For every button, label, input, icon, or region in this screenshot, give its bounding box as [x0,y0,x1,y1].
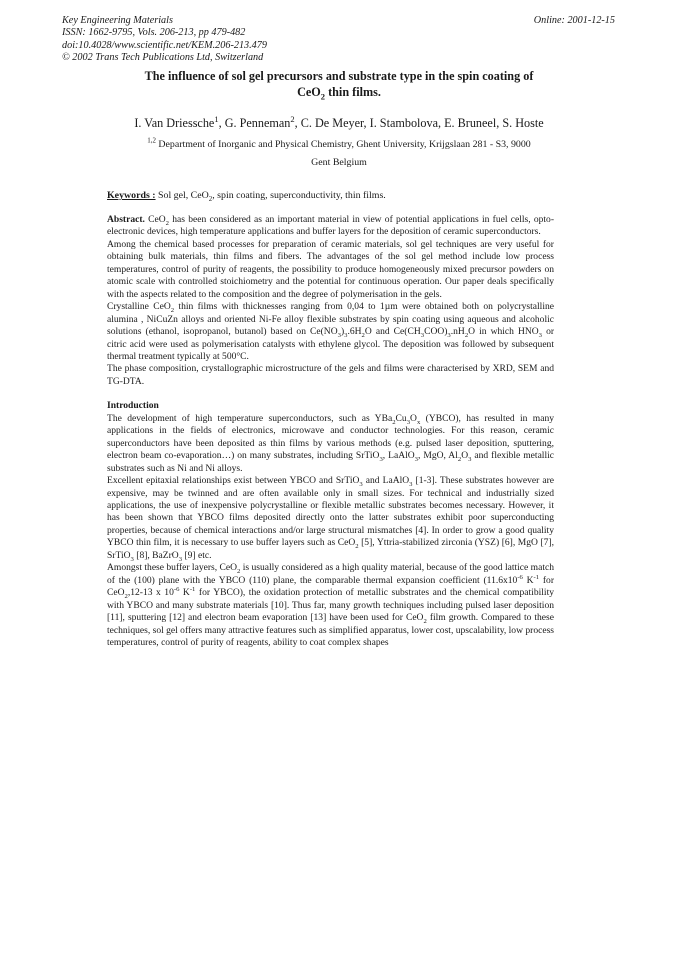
issn-line: ISSN: 1662-9795, Vols. 206-213, pp 479-482 [62,27,246,39]
intro-paragraph-1: The development of high temperature superconductors, such as $YBa_2Cu_3O_x$ (YBCO), has resulted in many applications in the fields of electronics, microwave and conductor technologies. For this reason, ceramic superconductors have been deposited as thin films by various methods (e.g. pulsed laser deposition, sputtering, electron beam co-evaporation…) on many substrates, including SrTiO$_3$, LaAlO$_3$, MgO, $Al_2O_3$ and flexible metallic substrates such as Ni and Ni alloys. [107,412,554,474]
abstract-paragraph-2: Among the chemical based processes for preparation of ceramic materials, sol gel techniques are very useful for obtaining bulk materials, thin films and fibers. The advantages of the sol gel method include low process temperatures, control of purity of reagents, the possibility to produce homogeneously mixed precursor powders on atomic scale with controlled stoichiometry and the potential for continuous operation. Our paper deals specifically with the aspects related to the composition and the degree of polymerisation in the gels. [107,238,554,300]
title-line-2: CeO$_2$ thin films. [297,85,381,102]
section-gap [107,388,554,400]
intro-paragraph-2: Excellent epitaxial relationships exist between YBCO and SrTiO$_3$ and LaAlO$_3$ [1-3]. These substrates however are expensive, may be twinned and are often available only in small sizes. For technical and industrially sized applications, the use of inexpensive polycrystalline or flexible metallic substrates becomes necessary. However, it has been shown that YBCO films deposited directly onto the latter substrates exhibit poor superconducting properties, because of chemical interactions and/or large structural mismatches [4]. In order to grow a good quality YBCO thin film, it is necessary to use buffer layers such as CeO$_2$ [5], Yttria-stabilized zirconia (YSZ) [6], MgO [7], SrTiO$_3$ [8], BaZrO$_3$ [9] etc. [107,475,555,563]
title-line-1: The influence of sol gel precursors and substrate type in the spin coating of [144,69,534,83]
journal-name: Key Engineering Materials [62,15,173,26]
paper-title [90,68,588,100]
doi-line[interactable]: doi:10.4028/www.scientific.net/KEM.206-213.479 [62,39,267,51]
author-list: I. Van Driessche$^1$, G. Penneman$^2$, C. De Meyer, I. Stambolova, E. Bruneel, S. Hoste [134,113,544,130]
keywords-label: Keywords : [107,190,156,201]
abstract-label: Abstract. [107,214,145,225]
intro-paragraph-3: Amongst these buffer layers, CeO$_2$ is usually considered as a high quality material, because of the good lattice match of the (100) plane with the YBCO (110) plane, the comparable thermal expansion coefficient ($11.6x10^{-6}$ $K^{-1}$ for CeO$_2$,12-13 x $10^{-6}$ $K^{-1}$ for YBCO), the oxidation protection of metallic substrates and the chemical compatibility with YBCO and many substrate materials [10]. Thus far, many growth techniques including pulsed laser deposition [11], sputtering [12] and electron beam evaporation [13] have been used for CeO$_2$ film growth. Compared to these techniques, sol gel offers many attractive features such as simplified apparatus, lower cost, upscalability, low process temperatures, control of purity of reagents, ability to coat complex shapes [107,562,555,648]
affiliation-line-1: $^{1,2}$ Department of Inorganic and Physical Chemistry, Ghent University, Krijgslaan 281 - S3, 9000 [147,137,531,150]
introduction-heading: Introduction [107,400,159,412]
abstract-paragraph-4: The phase composition, crystallographic microstructure of the gels and films were characterised by XRD, SEM and TG-DTA. [107,363,554,387]
abstract-paragraph-1: Abstract. CeO$_2$ has been considered as an important material in view of potential applications in fuel cells, opto-electronic devices, high temperature applications and buffer layers for the deposition of ceramic superconductors. [107,214,555,238]
abstract-paragraph-3: Crystalline CeO$_2$ thin films with thicknesses ranging from 0,04 to 1µm were obtained both on polycrystalline alumina , NiCuZn alloys and oriented Ni-Fe alloy flexible substrates by spin coating using aqueous and alcoholic solutions (ethanol, isopropanol, butanol) based on $Ce(NO_3)_3.6H_2O$ and $Ce(CH_3COO)_3.nH_2O$ in which $HNO_3$ or citric acid were used as polymerisation catalysts with ethylene glycol. The deposition was followed by subsequent thermal treatment typically at 500°C. [107,301,555,362]
online-date: Online: 2001-12-15 [533,15,615,26]
affiliation [60,136,618,172]
copyright-line: © 2002 Trans Tech Publications Ltd, Switzerland [62,52,264,64]
paper-body [107,214,554,649]
keywords: Keywords : Sol gel, CeO$_2$, spin coating, superconductivity, thin films. [107,190,386,203]
affiliation-line-2: Gent Belgium [311,157,367,168]
journal-header [62,15,267,65]
